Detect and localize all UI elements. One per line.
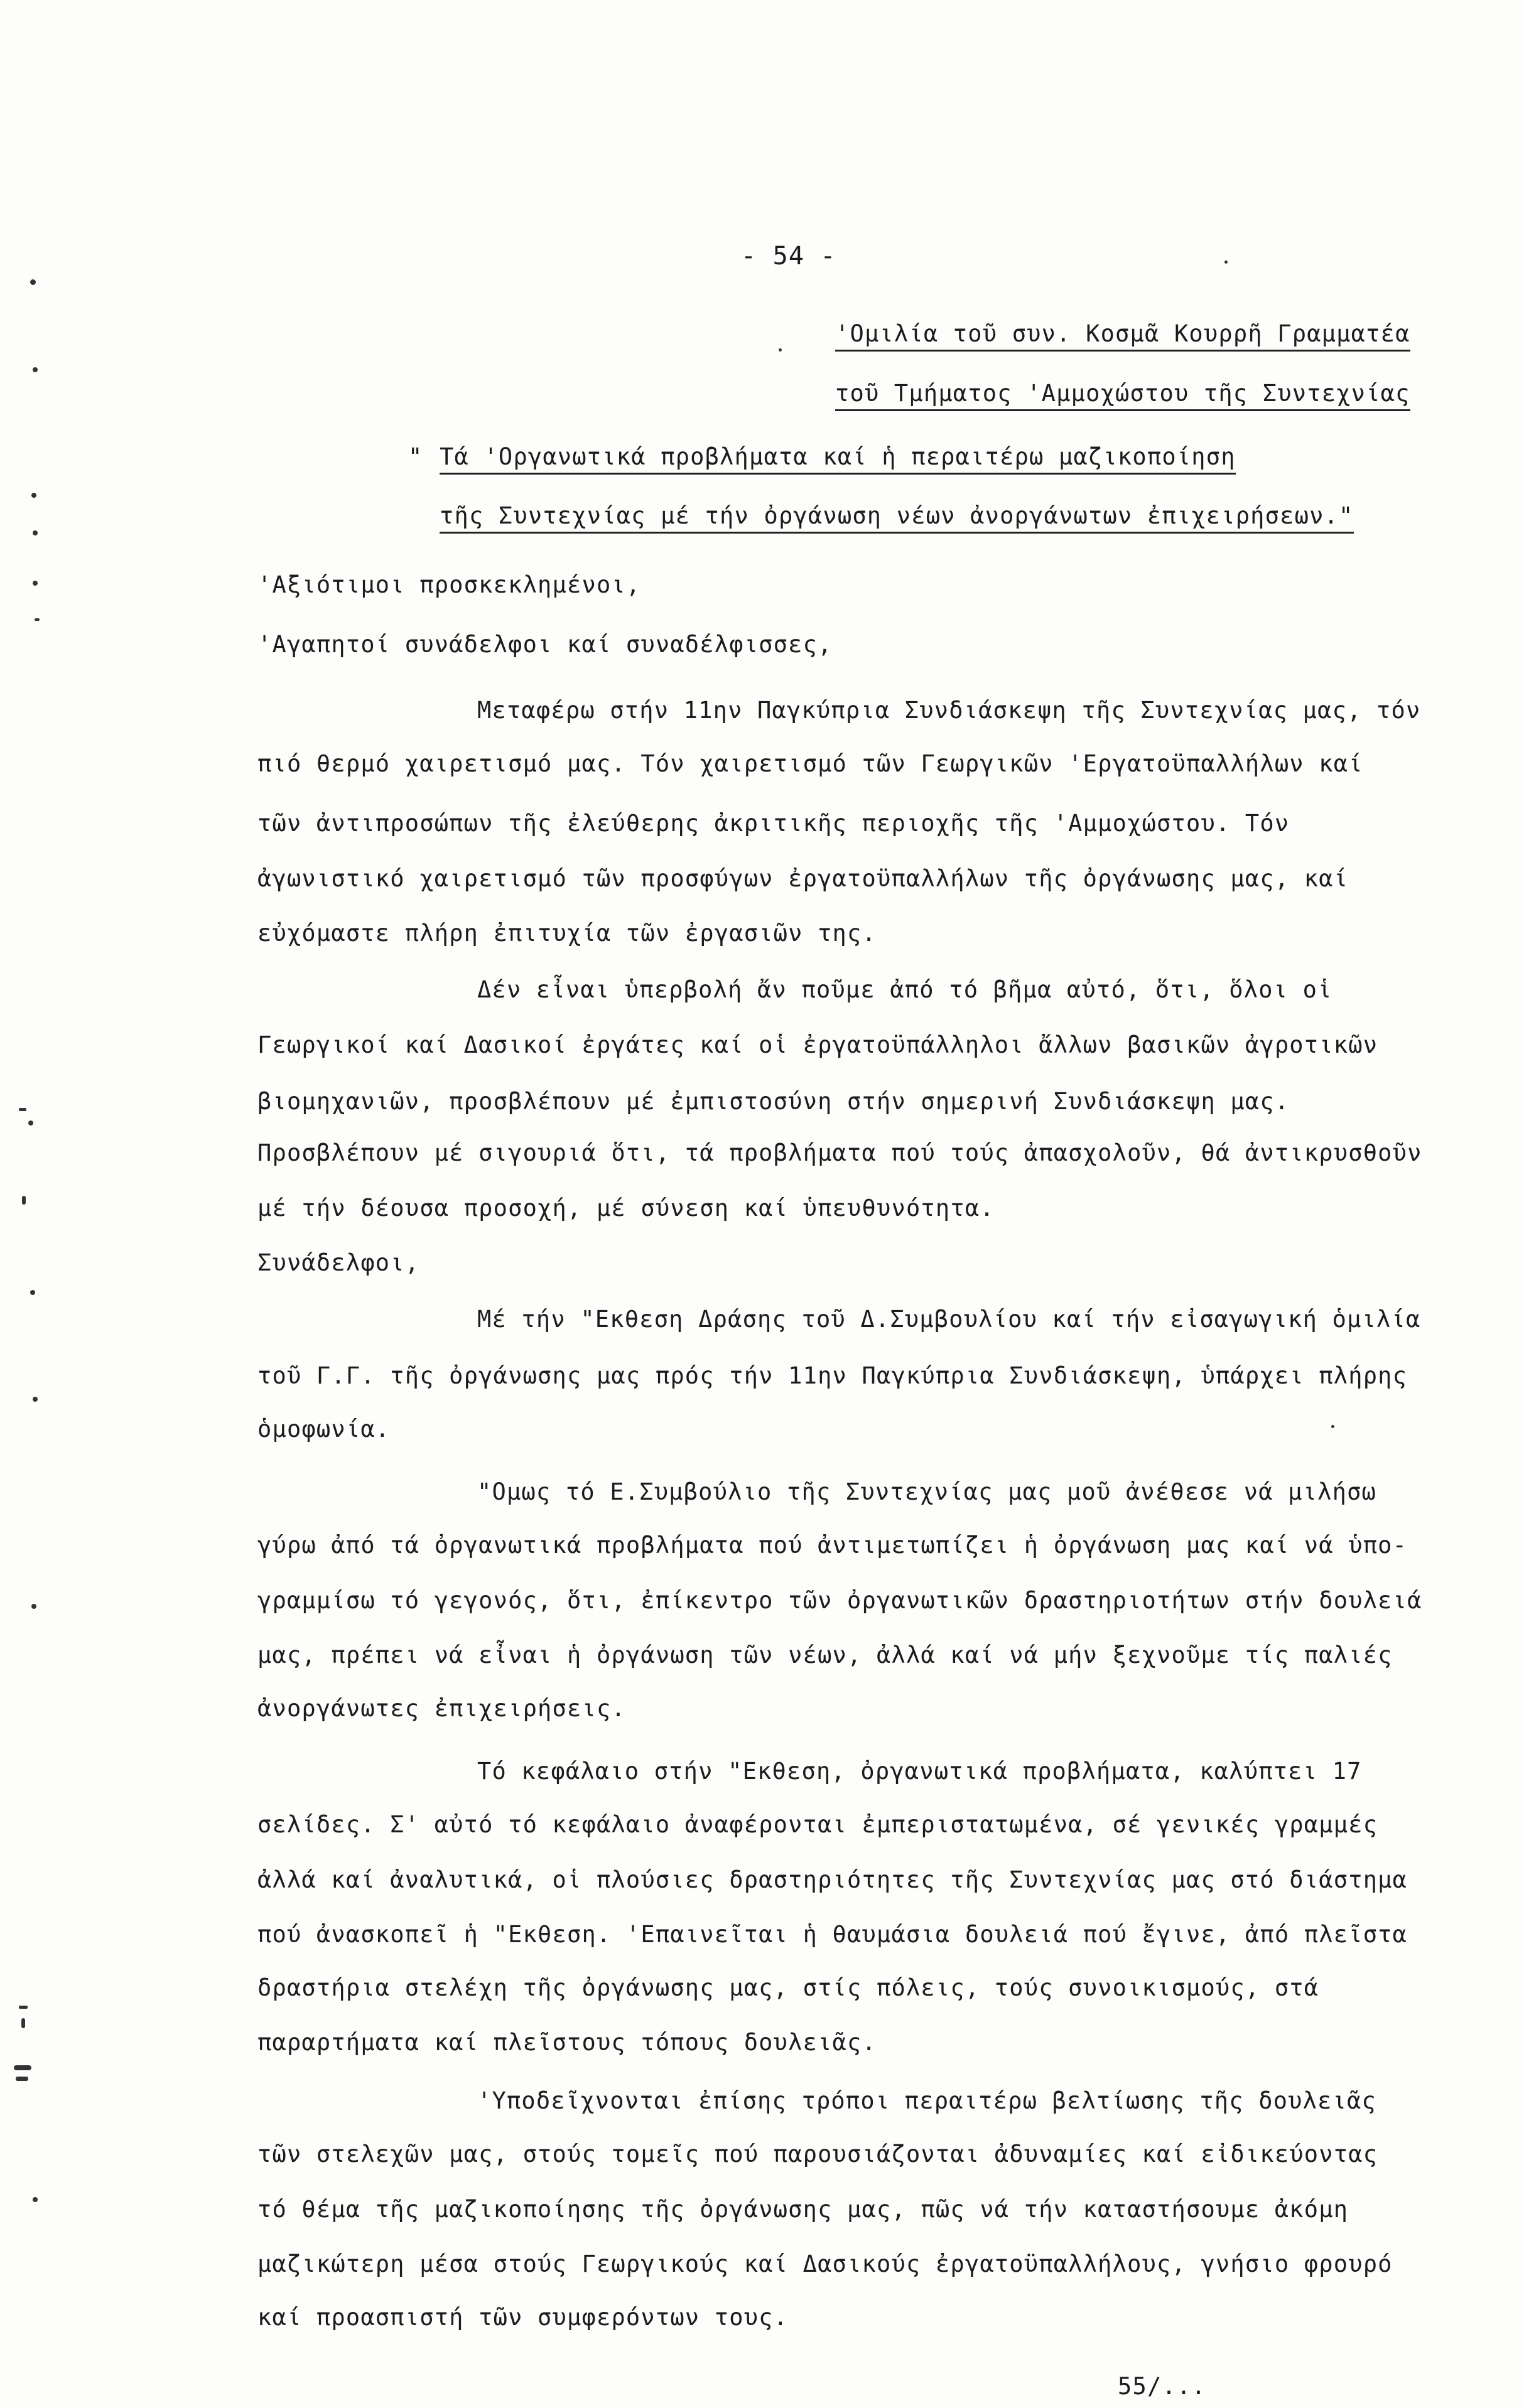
paragraph-1-line-4: ἀγωνιστικό χαιρετισμό τῶν προσφύγων ἐργατοϋπαλλήλων τῆς ὀργάνωσης μας, καί — [257, 865, 1349, 892]
scan-speck — [28, 1121, 33, 1126]
paragraph-6-line-4: μαζικώτερη μέσα στούς Γεωργικούς καί Δασικούς ἐργατοϋπαλλήλους, γνήσιο φρουρό — [257, 2250, 1393, 2277]
page-number: - 54 - — [741, 242, 836, 271]
paragraph-4-line-1: "Ομως τό Ε.Συμβούλιο τῆς Συντεχνίας μας μοῦ ἀνέθεσε νά μιλήσω — [477, 1478, 1377, 1505]
scan-speck — [14, 2065, 31, 2070]
paragraph-1-line-1: Μεταφέρω στήν 11ην Παγκύπρια Συνδιάσκεψη τῆς Συντεχνίας μας, τόν — [477, 697, 1421, 724]
paragraph-3-line-1: Μέ τήν "Εκθεση Δράσης τοῦ Δ.Συμβουλίου καί τήν εἰσαγωγική ὁμιλία — [477, 1306, 1421, 1333]
paragraph-2-line-2: Γεωργικοί καί Δασικοί ἐργάτες καί οἱ ἐργατοϋπάλληλοι ἄλλων βασικῶν ἀγροτικῶν — [257, 1031, 1378, 1058]
scan-speck — [30, 279, 36, 285]
paragraph-5-line-3: ἀλλά καί ἀναλυτικά, οἱ πλούσιες δραστηριότητες τῆς Συντεχνίας μας στό διάστημα — [257, 1866, 1408, 1893]
continuation-marker: 55/... — [1118, 2373, 1206, 2400]
scan-speck — [33, 530, 38, 535]
paragraph-6-line-2: τῶν στελεχῶν μας, στούς τομεῖς πού παρουσιάζονται ἀδυναμίες καί εἰδικεύοντας — [257, 2141, 1378, 2168]
paragraph-2-line-1: Δέν εἶναι ὑπερβολή ἄν ποῦμε ἀπό τό βῆμα αὐτό, ὅτι, ὅλοι οἱ — [477, 976, 1332, 1003]
paragraph-1-line-2: πιό θερμό χαιρετισμό μας. Τόν χαιρετισμό τῶν Γεωργικῶν 'Εργατοϋπαλλήλων καί — [257, 750, 1363, 777]
scan-speck — [19, 2006, 28, 2009]
title-line-1: Τά 'Οργανωτικά προβλήματα καί ἡ περαιτέρω μαζικοποίηση — [440, 443, 1236, 475]
paragraph-6-line-1: 'Υποδεῖχνονται ἐπίσης τρόποι περαιτέρω βελτίωσης τῆς δουλειᾶς — [477, 2087, 1377, 2114]
paragraph-5-line-5: δραστήρια στελέχη τῆς ὀργάνωσης μας, στίς πόλεις, τούς συνοικισμούς, στά — [257, 1974, 1319, 2001]
paragraph-6-line-3: τό θέμα τῆς μαζικοποίησης τῆς ὀργάνωσης μας, πῶς νά τήν καταστήσουμε ἀκόμη — [257, 2196, 1349, 2223]
scan-speck — [31, 493, 36, 498]
title-quote-mark: " — [408, 443, 423, 470]
scan-speck — [1331, 1425, 1334, 1428]
paragraph-4-line-5: ἀνοργάνωτες ἐπιχειρήσεις. — [257, 1695, 626, 1722]
scan-speck — [16, 2077, 28, 2081]
paragraph-1-line-3: τῶν ἀντιπροσώπων τῆς ἐλεύθερης ἀκριτικῆς περιοχῆς τῆς 'Αμμοχώστου. Τόν — [257, 810, 1290, 837]
scan-speck — [19, 1108, 26, 1111]
paragraph-5-line-6: παραρτήματα καί πλεῖστους τόπους δουλειᾶς. — [257, 2029, 877, 2056]
paragraph-2-line-4: Προσβλέπουν μέ σιγουριά ὅτι, τά προβλήματα πού τούς ἀπασχολοῦν, θά ἀντικρυσθοῦν — [257, 1139, 1422, 1166]
title-line-2: τῆς Συντεχνίας μέ τήν ὀργάνωση νέων ἀνοργάνωτων ἐπιχειρήσεων." — [440, 502, 1354, 534]
scan-speck — [33, 2197, 38, 2202]
paragraph-5-line-2: σελίδες. Σ' αὐτό τό κεφάλαιο ἀναφέρονται ἐμπεριστατωμένα, σέ γενικές γραμμές — [257, 1811, 1378, 1838]
scan-speck — [30, 1290, 35, 1295]
scan-speck — [33, 581, 38, 586]
paragraph-2-line-3: βιομηχανιῶν, προσβλέπουν μέ ἐμπιστοσύνη στήν σημερινή Συνδιάσκεψη μας. — [257, 1088, 1290, 1115]
scan-speck — [33, 1397, 38, 1402]
paragraph-5-line-4: πού ἀνασκοπεῖ ἡ "Εκθεση. 'Επαινεῖται ἡ θαυμάσια δουλειά πού ἔγινε, ἀπό πλεῖστα — [257, 1921, 1408, 1948]
scan-speck — [22, 1196, 26, 1205]
scan-speck — [35, 618, 40, 621]
salutation-1: 'Αξιότιμοι προσκεκλημένοι, — [257, 571, 641, 598]
scan-speck — [33, 367, 38, 372]
scan-speck — [21, 2018, 25, 2028]
speaker-line-1: 'Ομιλία τοῦ συν. Κοσμᾶ Κουρρῆ Γραμματέα — [835, 320, 1410, 352]
paragraph-3-line-3: ὁμοφωνία. — [257, 1416, 391, 1443]
scan-speck — [31, 1604, 36, 1609]
scan-speck — [1224, 261, 1228, 264]
address-colleagues: Συνάδελφοι, — [257, 1249, 420, 1276]
paragraph-1-line-5: εὐχόμαστε πλήρη ἐπιτυχία τῶν ἐργασιῶν της. — [257, 920, 877, 947]
paragraph-3-line-2: τοῦ Γ.Γ. τῆς ὀργάνωσης μας πρός τήν 11ην Παγκύπρια Συνδιάσκεψη, ὑπάρχει πλήρης — [257, 1362, 1408, 1389]
paragraph-6-line-5: καί προασπιστή τῶν συμφερόντων τους. — [257, 2304, 789, 2331]
paragraph-4-line-2: γύρω ἀπό τά ὀργανωτικά προβλήματα πού ἀντιμετωπίζει ἡ ὀργάνωση μας καί νά ὑπο- — [257, 1532, 1408, 1559]
paragraph-2-line-5: μέ τήν δέουσα προσοχή, μέ σύνεση καί ὑπευθυνότητα. — [257, 1195, 995, 1222]
paragraph-4-line-3: γραμμίσω τό γεγονός, ὅτι, ἐπίκεντρο τῶν ὀργανωτικῶν δραστηριοτήτων στήν δουλειά — [257, 1587, 1422, 1614]
scan-speck — [779, 348, 782, 352]
salutation-2: 'Αγαπητοί συνάδελφοι καί συναδέλφισσες, — [257, 631, 833, 658]
paragraph-5-line-1: Τό κεφάλαιο στήν "Εκθεση, ὀργανωτικά προβλήματα, καλύπτει 17 — [477, 1758, 1362, 1785]
paragraph-4-line-4: μας, πρέπει νά εἶναι ἡ ὀργάνωση τῶν νέων, ἀλλά καί νά μήν ξεχνοῦμε τίς παλιές — [257, 1642, 1393, 1669]
speaker-line-2: τοῦ Τμήματος 'Αμμοχώστου τῆς Συντεχνίας — [835, 380, 1410, 411]
